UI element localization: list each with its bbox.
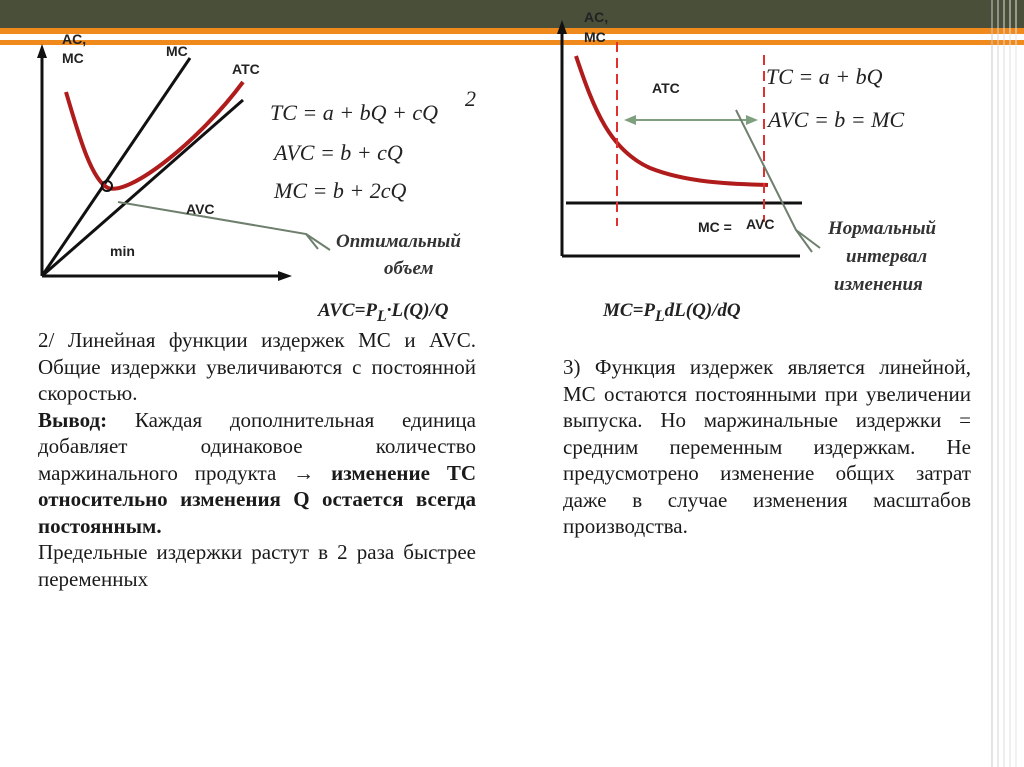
left-tc-formula: TC = a + bQ + cQ	[270, 100, 438, 125]
right-normal-label-2: интервал	[846, 246, 928, 267]
left-paragraph-3: Предельные издержки растут в 2 раза быстрее переменных	[38, 540, 476, 591]
right-tc-formula: TC = a + bQ	[766, 64, 883, 89]
left-optimal-pointer	[118, 202, 318, 249]
right-mc-label: MC =	[698, 219, 732, 235]
left-paragraph-2: Вывод: Каждая дополнительная единица добавляет одинаковое количество маржинального продукта → изменение ТС относительно изменения Q остается всегда постоянным.	[38, 407, 477, 538]
right-cost-chart	[540, 0, 1000, 300]
conclusion-bold: изменение ТС относительно изменения Q остается всегда постоянным.	[38, 460, 477, 538]
left-avc-formula: AVC = b + cQ	[274, 140, 403, 165]
left-atc-curve	[66, 82, 243, 189]
right-normal-label-1: Нормальный	[828, 218, 937, 239]
left-y-axis-arrow	[37, 44, 47, 58]
left-y-label-1: AC,	[62, 31, 87, 47]
left-optimal-label-2: объем	[384, 258, 434, 279]
left-x-axis-arrow	[278, 271, 292, 281]
left-atc-label: ATC	[232, 61, 260, 77]
left-avc-label: AVC	[186, 201, 215, 217]
avc-production-formula: $AVC=P_L\cdot L(Q)/Q$	[318, 300, 449, 325]
right-avc-label: AVC	[746, 216, 775, 232]
right-y-axis-arrow	[557, 20, 567, 34]
left-cost-chart	[0, 0, 520, 300]
right-y-label-2: MC	[584, 29, 606, 45]
right-paragraph-1: 3) Функция издержек является линейной, МС остаются постоянными при увеличении выпуска. Но маржинальные издержки = средним переменным издержкам. Не предусмотрено изменение общих затрат даже в случае изменения масштабов производства.	[563, 355, 971, 538]
right-avc-formula: AVC = b = MC	[768, 107, 905, 132]
right-normal-label-3: изменения	[834, 274, 923, 295]
right-text-block	[563, 354, 971, 540]
left-min-label: min	[110, 243, 135, 259]
left-y-label-2: MC	[62, 50, 84, 66]
left-text-block	[38, 327, 476, 592]
right-y-label-1: AC,	[584, 9, 609, 25]
left-mc-label: MC	[166, 43, 188, 59]
conclusion-label: Вывод:	[38, 407, 108, 432]
left-optimal-label-1: Оптимальный	[336, 231, 461, 252]
left-mc-formula: MC = b + 2cQ	[274, 178, 407, 203]
left-tc-exponent: 2	[465, 86, 476, 111]
mc-production-formula: $MC=P_LdL(Q)/dQ$	[603, 300, 741, 325]
right-atc-label: ATC	[652, 80, 680, 96]
left-paragraph-1: 2/ Линейная функции издержек МС и AVC. Общие издержки увеличиваются с постоянной скоростью.	[38, 328, 476, 405]
